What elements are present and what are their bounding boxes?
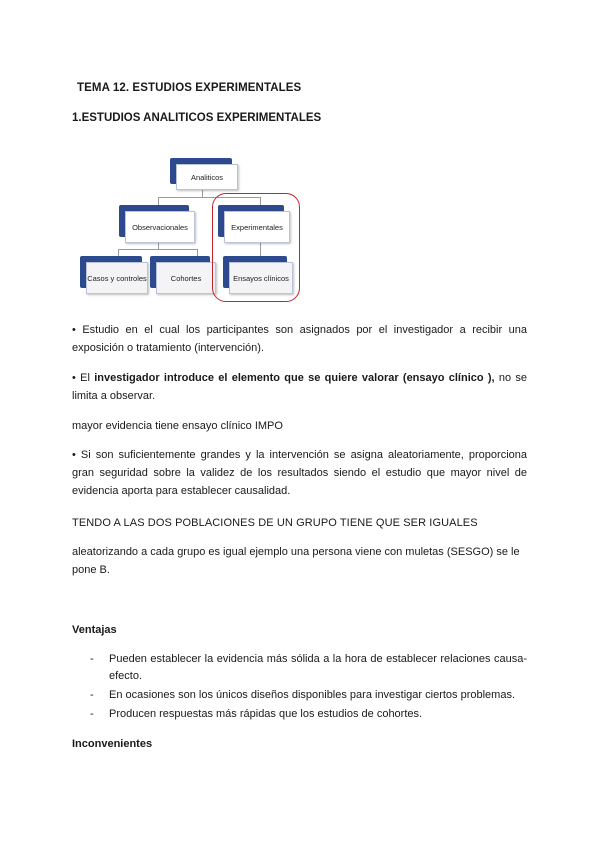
diagram-node-root bbox=[170, 158, 238, 190]
list-item-text: En ocasiones son los únicos diseños disponibles para investigar ciertos problemas. bbox=[109, 689, 516, 701]
node-label: Casos y controles bbox=[87, 273, 147, 283]
paragraph-evidencia-note: mayor evidencia tiene ensayo clínico IMPO bbox=[72, 420, 283, 432]
diagram-node-cohortes bbox=[150, 256, 216, 294]
node-label: Cohortes bbox=[170, 273, 202, 283]
list-item bbox=[72, 651, 527, 685]
list-item-text: Producen respuestas más rápidas que los estudios de cohortes. bbox=[109, 708, 423, 720]
connector-line bbox=[202, 189, 203, 197]
paragraph-aleatorio: • Si son suficientemente grandes y la intervención se asigna aleatoriamente, proporciona gran seguridad sobre la validez de los resultados siendo el estudio que mayor nivel de evidencia aporta para establecer causalidad. bbox=[72, 449, 527, 497]
paragraph-poblaciones-note: TENDO A LAS DOS POBLACIONES DE UN GRUPO TIENE QUE SER IGUALES bbox=[72, 517, 478, 529]
diagram-node-casos-controles bbox=[80, 256, 148, 294]
node-label: Ensayos clínicos bbox=[233, 273, 289, 283]
paragraph-text: • El bbox=[72, 372, 95, 384]
node-label: Experimentales bbox=[231, 222, 283, 232]
paragraph-investigador bbox=[72, 369, 527, 405]
bold-emphasis: investigador introduce el elemento que se quiere valorar (ensayo clínico ), bbox=[94, 372, 495, 384]
ventajas-list bbox=[72, 651, 527, 723]
dash-bullet: - bbox=[90, 708, 94, 720]
node-label: Analiticos bbox=[190, 172, 224, 182]
list-item bbox=[72, 687, 527, 704]
ventajas-heading: Ventajas bbox=[72, 624, 117, 636]
connector-line bbox=[118, 249, 198, 250]
highlight-outline bbox=[212, 193, 300, 302]
diagram-node-observacionales bbox=[119, 205, 195, 243]
dash-bullet: - bbox=[90, 653, 94, 665]
section-title: 1.ESTUDIOS ANALITICOS EXPERIMENTALES bbox=[72, 112, 322, 124]
paragraph-definition: • Estudio en el cual los participantes son asignados por el investigador a recibir una exposición o tratamiento (intervención). bbox=[72, 324, 527, 354]
hierarchy-diagram bbox=[0, 0, 600, 320]
list-item bbox=[72, 706, 527, 723]
paragraph-text: no se limita a observar. bbox=[72, 372, 528, 402]
document-title: TEMA 12. ESTUDIOS EXPERIMENTALES bbox=[77, 82, 302, 94]
paragraph-aleatorizando-note: aleatorizando a cada grupo es igual ejemplo una persona viene con muletas (SESGO) se le pone B. bbox=[72, 546, 520, 576]
node-label: Observacionales bbox=[132, 222, 188, 232]
list-item-text: Pueden establecer la evidencia más sólida a la hora de establecer relaciones causa-efecto. bbox=[109, 653, 527, 682]
inconvenientes-heading: Inconvenientes bbox=[72, 738, 153, 750]
dash-bullet: - bbox=[90, 689, 94, 701]
